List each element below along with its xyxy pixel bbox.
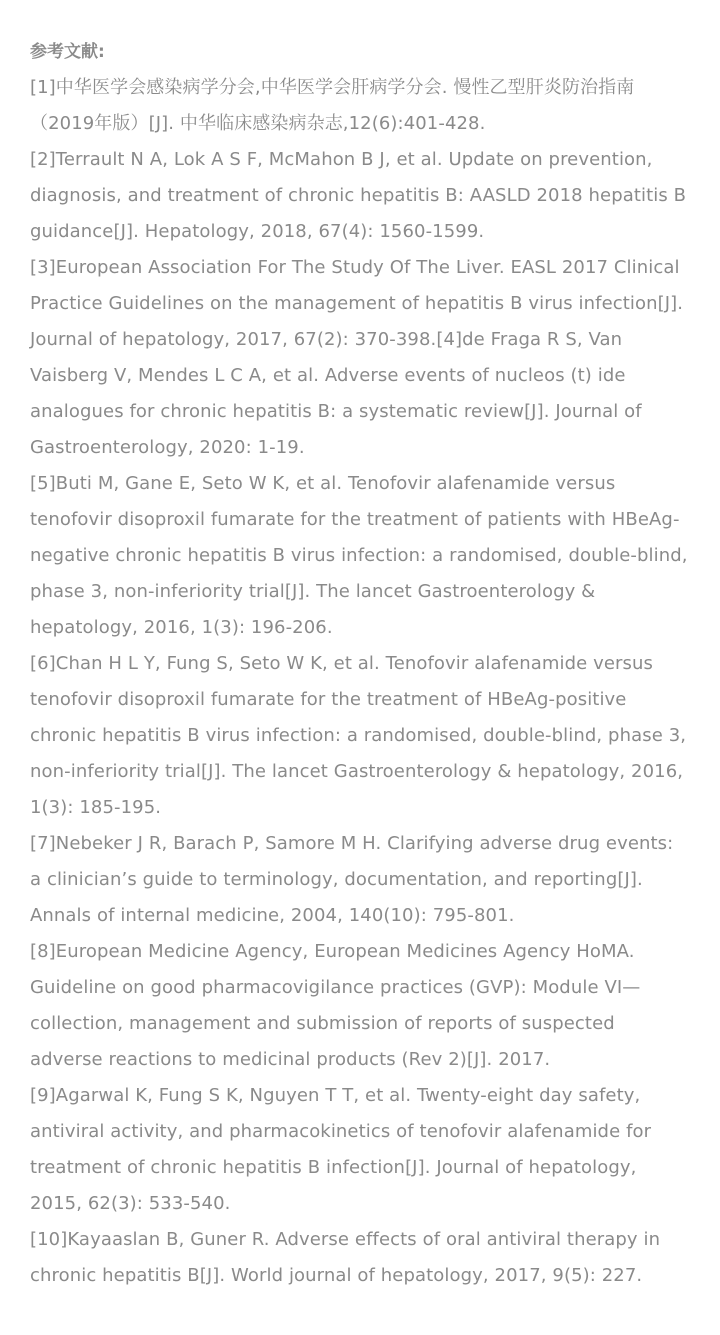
reference-list — [30, 70, 690, 1294]
reference-item: [1]中华医学会感染病学分会,中华医学会肝病学分会. 慢性乙型肝炎防治指南（2019年版）[J]. 中华临床感染病杂志,12(6):401-428. — [30, 77, 635, 134]
references-heading: 参考文献: — [30, 42, 105, 62]
reference-item: [10]Kayaaslan B, Guner R. Adverse effects of oral antiviral therapy in chronic hepatitis B[J]. World journal of hepatology, 2017, 9(5): 227. — [30, 1229, 661, 1286]
reference-item: [9]Agarwal K, Fung S K, Nguyen T T, et al. Twenty-eight day safety, antiviral activity, and pharmacokinetics of tenofovir alafenamide for treatment of chronic hepatitis B infection[J]. Journal of hepatology, 2015, 62(3): 533-540. — [30, 1085, 652, 1214]
reference-item: [8]European Medicine Agency, European Medicines Agency HoMA. Guideline on good pharmacovigilance practices (GVP): Module VI—collection, management and submission of reports of suspected adverse reactions to medicinal products (Rev 2)[J]. 2017. — [30, 941, 641, 1070]
reference-item: [5]Buti M, Gane E, Seto W K, et al. Tenofovir alafenamide versus tenofovir disoproxil fumarate for the treatment of patients with HBeAg-negative chronic hepatitis B virus infection: a randomised, double-blind, phase 3, non-inferiority trial[J]. The lancet Gastroenterology & hepatology, 2016, 1(3): 196-206. — [30, 473, 688, 638]
reference-item: [3]European Association For The Study Of The Liver. EASL 2017 Clinical Practice Guidelines on the management of hepatitis B virus infection[J]. Journal of hepatology, 2017, 67(2): 370-398.[4]de Fraga R S, Van Vaisberg V, Mendes L C A, et al. Adverse events of nucleos (t) ide analogues for chronic hepatitis B: a systematic review[J]. Journal of Gastroenterology, 2020: 1-19. — [30, 257, 684, 458]
reference-item: [7]Nebeker J R, Barach P, Samore M H. Clarifying adverse drug events: a clinician’s guide to terminology, documentation, and reporting[J]. Annals of internal medicine, 2004, 140(10): 795-801. — [30, 833, 674, 926]
reference-item: [2]Terrault N A, Lok A S F, McMahon B J, et al. Update on prevention, diagnosis, and treatment of chronic hepatitis B: AASLD 2018 hepatitis B guidance[J]. Hepatology, 2018, 67(4): 1560-1599. — [30, 149, 687, 242]
reference-item: [6]Chan H L Y, Fung S, Seto W K, et al. Tenofovir alafenamide versus tenofovir disoproxil fumarate for the treatment of HBeAg-positive chronic hepatitis B virus infection: a randomised, double-blind, phase 3, non-inferiority trial[J]. The lancet Gastroenterology & hepatology, 2016, 1(3): 185-195. — [30, 653, 687, 818]
